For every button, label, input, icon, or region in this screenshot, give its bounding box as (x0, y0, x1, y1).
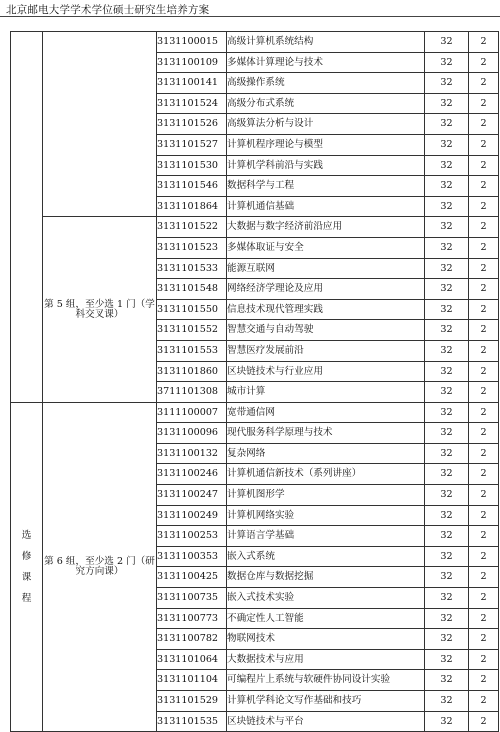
course-name: 不确定性人工智能 (227, 608, 425, 629)
course-hours: 32 (425, 691, 469, 712)
course-code: 3131101535 (157, 711, 227, 732)
course-credits: 2 (469, 464, 499, 485)
group-6-label-line1: 第 6 组，至少选 2 门（研 (44, 556, 155, 568)
table-row (11, 217, 499, 238)
course-hours: 32 (425, 382, 469, 403)
course-name: 区块链技术与平台 (227, 711, 425, 732)
course-code: 3131100425 (157, 567, 227, 588)
course-credits: 2 (469, 279, 499, 300)
course-credits: 2 (469, 258, 499, 279)
course-code: 3131100109 (157, 52, 227, 73)
course-hours: 32 (425, 485, 469, 506)
course-code: 3131100735 (157, 588, 227, 609)
course-credits: 2 (469, 402, 499, 423)
course-code: 3131101522 (157, 217, 227, 238)
course-hours: 32 (425, 526, 469, 547)
course-hours: 32 (425, 402, 469, 423)
course-hours: 32 (425, 279, 469, 300)
course-hours: 32 (425, 629, 469, 650)
course-hours: 32 (425, 299, 469, 320)
course-credits: 2 (469, 196, 499, 217)
course-credits: 2 (469, 382, 499, 403)
course-name: 高级算法分析与设计 (227, 114, 425, 135)
course-code: 3131100253 (157, 526, 227, 547)
course-hours: 32 (425, 608, 469, 629)
header-divider (0, 16, 500, 17)
course-credits: 2 (469, 423, 499, 444)
course-credits: 2 (469, 32, 499, 53)
course-hours: 32 (425, 52, 469, 73)
course-name: 高级操作系统 (227, 73, 425, 94)
category-char: 程 (21, 593, 32, 605)
course-code: 3131101864 (157, 196, 227, 217)
course-hours: 32 (425, 134, 469, 155)
category-cell-continued (11, 32, 43, 403)
course-name: 复杂网络 (227, 443, 425, 464)
course-code: 3131100782 (157, 629, 227, 650)
course-code: 3131100096 (157, 423, 227, 444)
course-credits: 2 (469, 567, 499, 588)
course-hours: 32 (425, 93, 469, 114)
course-credits: 2 (469, 320, 499, 341)
course-hours: 32 (425, 464, 469, 485)
course-hours: 32 (425, 505, 469, 526)
course-hours: 32 (425, 258, 469, 279)
course-hours: 32 (425, 237, 469, 258)
course-hours: 32 (425, 176, 469, 197)
course-name: 智慧交通与自动驾驶 (227, 320, 425, 341)
course-name: 嵌入式系统 (227, 546, 425, 567)
course-name: 可编程片上系统与软硬件协同设计实验 (227, 670, 425, 691)
course-code: 3131101550 (157, 299, 227, 320)
course-code: 3131100141 (157, 73, 227, 94)
course-name: 物联网技术 (227, 629, 425, 650)
course-name: 计算机网络实验 (227, 505, 425, 526)
course-credits: 2 (469, 361, 499, 382)
course-hours: 32 (425, 711, 469, 732)
course-code: 3131101064 (157, 649, 227, 670)
course-code: 3131101546 (157, 176, 227, 197)
course-table (10, 31, 499, 732)
category-char: 修 (21, 550, 32, 562)
course-code: 3131101104 (157, 670, 227, 691)
course-credits: 2 (469, 73, 499, 94)
course-code: 3131101530 (157, 155, 227, 176)
course-hours: 32 (425, 217, 469, 238)
course-credits: 2 (469, 134, 499, 155)
course-code: 3131101552 (157, 320, 227, 341)
course-code: 3131100773 (157, 608, 227, 629)
category-char: 课 (21, 571, 32, 583)
group-5-label-line2: 科交叉课） (75, 308, 124, 320)
course-name: 宽带通信网 (227, 402, 425, 423)
course-credits: 2 (469, 588, 499, 609)
course-credits: 2 (469, 52, 499, 73)
course-name: 大数据与数字经济前沿应用 (227, 217, 425, 238)
course-credits: 2 (469, 443, 499, 464)
course-credits: 2 (469, 340, 499, 361)
course-name: 区块链技术与行业应用 (227, 361, 425, 382)
course-name: 信息技术现代管理实践 (227, 299, 425, 320)
course-code: 3131101526 (157, 114, 227, 135)
course-name: 计算机通信新技术（系列讲座） (227, 464, 425, 485)
course-name: 计算机通信基础 (227, 196, 425, 217)
group-5-label (43, 217, 157, 402)
course-hours: 32 (425, 361, 469, 382)
course-credits: 2 (469, 237, 499, 258)
course-credits: 2 (469, 505, 499, 526)
course-credits: 2 (469, 114, 499, 135)
course-name: 能源互联网 (227, 258, 425, 279)
course-credits: 2 (469, 526, 499, 547)
course-credits: 2 (469, 608, 499, 629)
course-code: 3131100132 (157, 443, 227, 464)
course-credits: 2 (469, 629, 499, 650)
course-hours: 32 (425, 670, 469, 691)
course-credits: 2 (469, 691, 499, 712)
group-cell-continued (43, 32, 157, 217)
course-hours: 32 (425, 567, 469, 588)
course-code: 3131100015 (157, 32, 227, 53)
group-6-label-line2: 究方向课） (75, 565, 124, 577)
course-name: 计算机程序理论与模型 (227, 134, 425, 155)
course-code: 3131100246 (157, 464, 227, 485)
page-header-title: 北京邮电大学学术学位硕士研究生培养方案 (6, 4, 210, 16)
course-hours: 32 (425, 588, 469, 609)
course-hours: 32 (425, 114, 469, 135)
course-code: 3131101523 (157, 237, 227, 258)
course-name: 计算语言学基础 (227, 526, 425, 547)
course-name: 计算机学科前沿与实践 (227, 155, 425, 176)
course-hours: 32 (425, 423, 469, 444)
course-name: 多媒体计算理论与技术 (227, 52, 425, 73)
course-code: 3131100247 (157, 485, 227, 506)
course-hours: 32 (425, 32, 469, 53)
course-code: 3131101553 (157, 340, 227, 361)
table-row (11, 32, 499, 53)
course-code: 3131101533 (157, 258, 227, 279)
course-name: 网络经济学理论及应用 (227, 279, 425, 300)
course-name: 高级分布式系统 (227, 93, 425, 114)
course-credits: 2 (469, 711, 499, 732)
course-name: 嵌入式技术实验 (227, 588, 425, 609)
course-hours: 32 (425, 340, 469, 361)
course-hours: 32 (425, 155, 469, 176)
course-name: 城市计算 (227, 382, 425, 403)
course-code: 3111100007 (157, 402, 227, 423)
course-credits: 2 (469, 217, 499, 238)
course-name: 高级计算机系统结构 (227, 32, 425, 53)
course-hours: 32 (425, 649, 469, 670)
course-code: 3131100353 (157, 546, 227, 567)
course-code: 3131100249 (157, 505, 227, 526)
course-name: 计算机学科论文写作基础和技巧 (227, 691, 425, 712)
course-code: 3131101548 (157, 279, 227, 300)
course-name: 数据科学与工程 (227, 176, 425, 197)
course-name: 数据仓库与数据挖掘 (227, 567, 425, 588)
course-credits: 2 (469, 670, 499, 691)
course-code: 3711101308 (157, 382, 227, 403)
course-credits: 2 (469, 176, 499, 197)
course-code: 3131101860 (157, 361, 227, 382)
course-name: 大数据技术与应用 (227, 649, 425, 670)
category-elective-label (11, 402, 43, 732)
course-name: 智慧医疗发展前沿 (227, 340, 425, 361)
course-name: 计算机图形学 (227, 485, 425, 506)
course-hours: 32 (425, 73, 469, 94)
course-credits: 2 (469, 485, 499, 506)
course-hours: 32 (425, 443, 469, 464)
course-name: 现代服务科学原理与技术 (227, 423, 425, 444)
course-hours: 32 (425, 196, 469, 217)
course-hours: 32 (425, 546, 469, 567)
course-hours: 32 (425, 320, 469, 341)
course-name: 多媒体取证与安全 (227, 237, 425, 258)
course-code: 3131101527 (157, 134, 227, 155)
category-char: 选 (21, 529, 32, 541)
course-credits: 2 (469, 649, 499, 670)
group-5-label-line1: 第 5 组，至少选 1 门（学 (44, 298, 155, 310)
course-credits: 2 (469, 546, 499, 567)
group-6-label (43, 402, 157, 732)
course-code: 3131101529 (157, 691, 227, 712)
course-credits: 2 (469, 93, 499, 114)
table-row (11, 402, 499, 423)
course-credits: 2 (469, 299, 499, 320)
course-credits: 2 (469, 155, 499, 176)
course-code: 3131101524 (157, 93, 227, 114)
